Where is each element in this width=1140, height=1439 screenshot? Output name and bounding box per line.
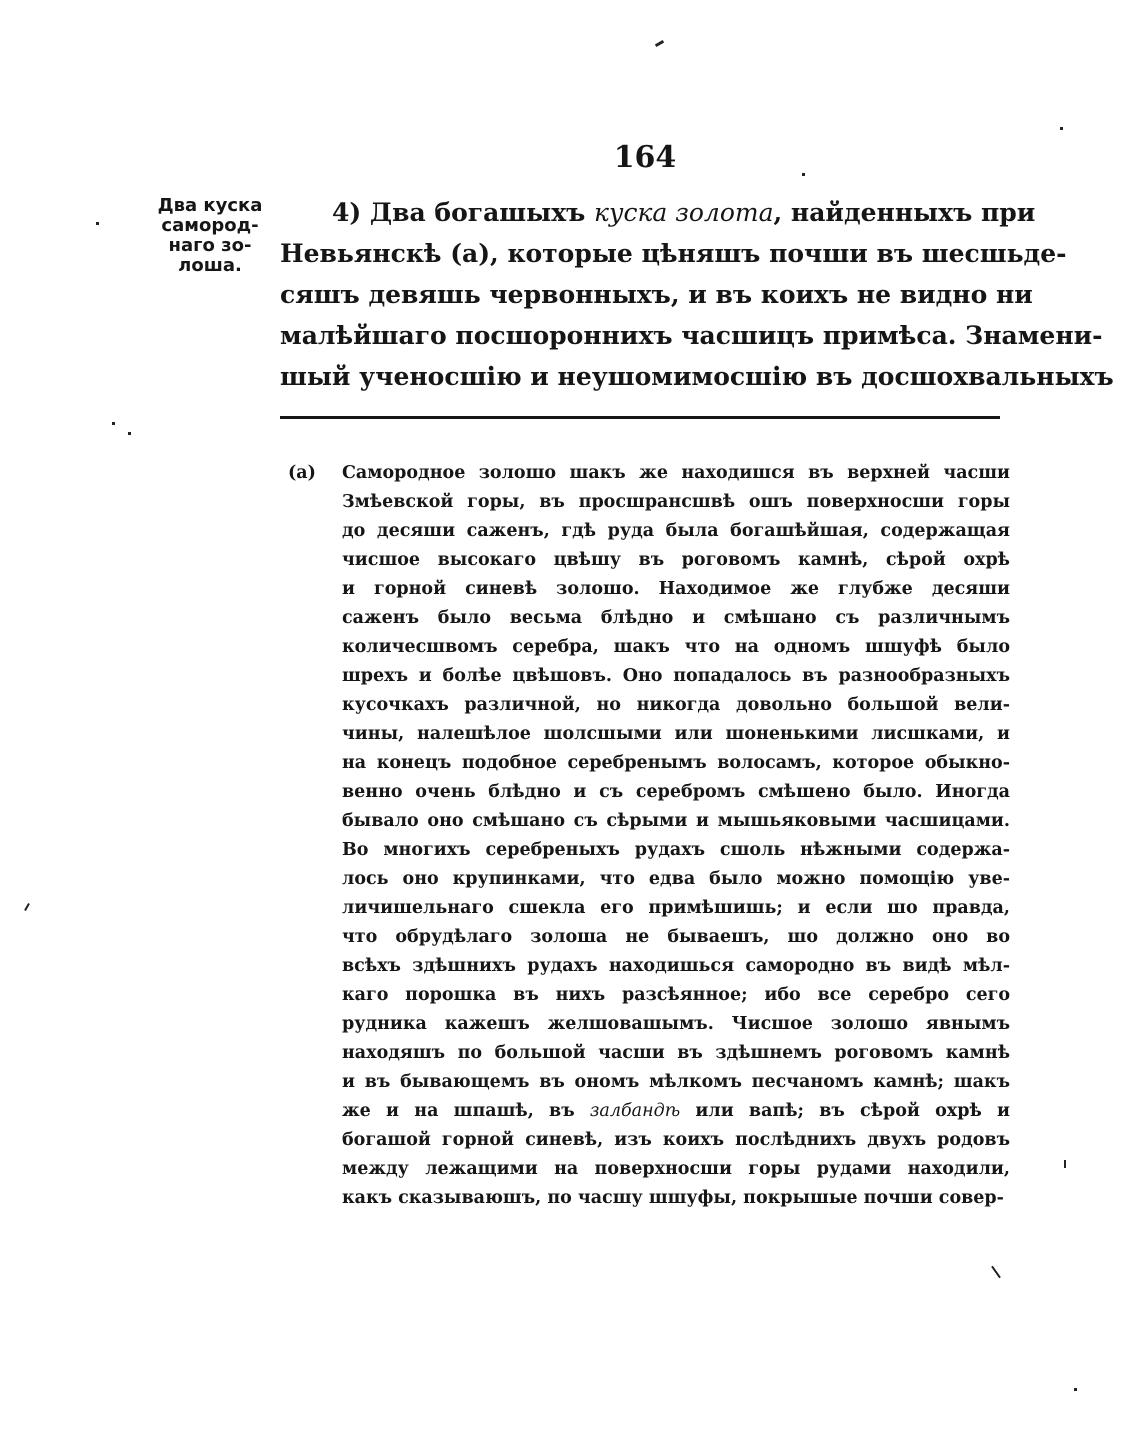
main-text-line bbox=[280, 192, 1036, 233]
margin-note-line: саморoд- bbox=[161, 215, 259, 236]
footnote-italic: залбандѣ bbox=[589, 1101, 681, 1121]
footnote-line: что обрудѣлаго золоша не бываешъ, шо должно оно во bbox=[342, 927, 1010, 947]
footnote-body bbox=[342, 459, 1010, 1213]
main-text-segment: , найденныхъ при bbox=[773, 198, 1036, 227]
footnote-line: шрехъ и болѣе цвѣшовъ. Оно попадалось въ разнообразныхъ bbox=[342, 666, 1010, 686]
footnote-segment: же и на шпашѣ, въ bbox=[342, 1101, 590, 1121]
footnote-line: какъ сказываюшъ, по часшу шшуфы, покрышые почши совер- bbox=[342, 1188, 1004, 1208]
scan-speck bbox=[1060, 127, 1063, 130]
footnote-line: находяшъ по большой часши въ здѣшнемъ роговомъ камнѣ bbox=[342, 1043, 1010, 1063]
scan-speck bbox=[991, 1266, 1001, 1279]
footnote-line: на конецъ подобное серебренымъ волосамъ, которое обыкно- bbox=[342, 753, 1010, 773]
footnote-line: каго порошка въ нихъ разсѣянное; ибо все серебро сего bbox=[342, 985, 1010, 1005]
main-text-italic: куска золота bbox=[594, 198, 774, 227]
main-paragraph bbox=[280, 192, 1114, 397]
footnote-line: чисшое высокаго цвѣшу въ роговомъ камнѣ, сѣрой охрѣ bbox=[342, 550, 1010, 570]
footnote-line: и горной синевѣ золошо. Находимое же глубже десяши bbox=[342, 579, 1010, 599]
footnote-line: чины, налешѣлое шолсшыми или шоненькими лисшками, и bbox=[342, 724, 1010, 744]
footnote-line: рудника кажешъ желшовашымъ. Чисшое золошо явнымъ bbox=[342, 1014, 1010, 1034]
margin-note-line: наго зо- bbox=[168, 235, 252, 256]
scan-speck bbox=[24, 903, 30, 911]
footnote-line: Змѣевской горы, въ просшрансшвѣ ошъ поверхносши горы bbox=[342, 492, 1010, 512]
scan-speck bbox=[112, 422, 115, 425]
footnote-separator-rule bbox=[280, 416, 1000, 419]
scan-speck bbox=[96, 222, 99, 225]
main-text-line: шый ученосшію и неушомимосшію въ досшохвальныхъ bbox=[280, 362, 1114, 391]
footnote-line bbox=[342, 1097, 1010, 1126]
scan-speck bbox=[1064, 1160, 1066, 1168]
margin-note bbox=[150, 196, 270, 276]
footnote-line: кусочкахъ различной, но никогда довольно большой вели- bbox=[342, 695, 1010, 715]
page-number: 164 bbox=[613, 140, 677, 175]
margin-note-line: Два куска bbox=[157, 195, 263, 216]
footnote-line: до десяши саженъ, гдѣ руда была богашѣйшая, содержащая bbox=[342, 521, 1010, 541]
footnote-line: лось оно крупинками, что едва было можно помощію уве- bbox=[342, 869, 1010, 889]
margin-note-line: лоша. bbox=[178, 255, 242, 276]
scan-speck bbox=[802, 173, 805, 176]
footnote-line: Самородное золошо шакъ же находишся въ верхней часши bbox=[342, 463, 1010, 483]
scan-speck bbox=[128, 432, 131, 435]
footnote-marker: (а) bbox=[288, 463, 316, 483]
footnote-line: Во многихъ серебреныхъ рудахъ сшоль нѣжными содержа- bbox=[342, 840, 1010, 860]
footnote-line: бывало оно смѣшано съ сѣрыми и мышьяковыми часшицами. bbox=[342, 811, 1010, 831]
footnote-segment: или вапѣ; въ сѣрой охрѣ и bbox=[680, 1101, 1011, 1121]
footnote-line: венно очень блѣдно и съ серебромъ смѣшено было. Иногда bbox=[342, 782, 1010, 802]
main-text-line: сяшъ девяшь червонныхъ, и въ коихъ не видно ни bbox=[280, 280, 1033, 309]
footnote-line: всѣхъ здѣшнихъ рудахъ находишься самородно въ видѣ мѣл- bbox=[342, 956, 1010, 976]
footnote-line: количесшвомъ серебра, шакъ что на одномъ шшуфѣ было bbox=[342, 637, 1010, 657]
footnote-line: саженъ было весьма блѣдно и смѣшано съ различнымъ bbox=[342, 608, 1010, 628]
footnote-line: между лежащими на поверхносши горы рудами находили, bbox=[342, 1159, 1010, 1179]
footnote-line: личишельнаго сшекла его примѣшишь; и если шо правда, bbox=[342, 898, 1010, 918]
scan-speck bbox=[655, 40, 664, 47]
main-text-segment: 4) Два богашыхъ bbox=[332, 198, 595, 227]
main-text-line: Невьянскѣ (а), которые цѣняшъ почши въ шесшьде- bbox=[280, 239, 1067, 268]
main-text-line: малѣйшаго посшоронниxъ часшицъ примѣса. Знамени- bbox=[280, 321, 1103, 350]
footnote-line: богашой горной синевѣ, изъ коихъ послѣднихъ двухъ родовъ bbox=[342, 1130, 1010, 1150]
footnote-line: и въ бывающемъ въ ономъ мѣлкомъ песчаномъ камнѣ; шакъ bbox=[342, 1072, 1010, 1092]
scan-speck bbox=[1074, 1388, 1077, 1391]
